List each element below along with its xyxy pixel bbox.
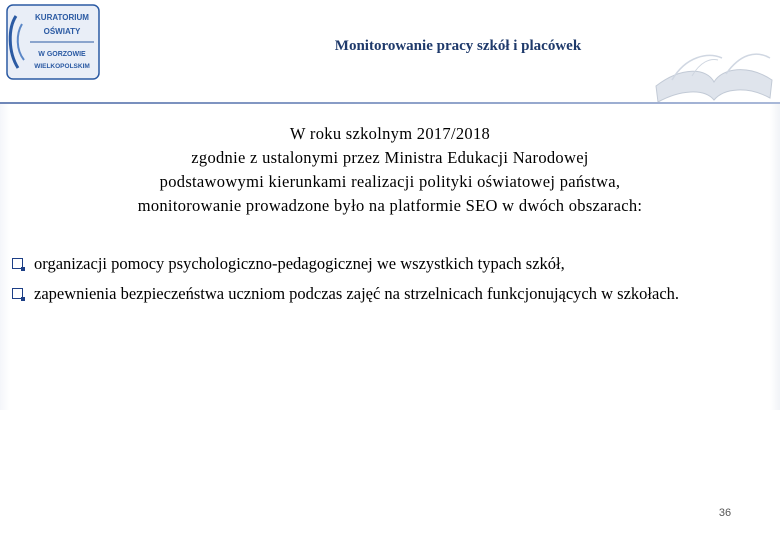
logo-line4: WIELKOPOLSKIM <box>34 63 90 70</box>
intro-line: podstawowymi kierunkami realizacji polityki oświatowej państwa, <box>159 172 621 191</box>
bullet-list <box>12 252 752 312</box>
checkbox-bullet-icon <box>12 258 23 269</box>
logo-line2: OŚWIATY <box>43 27 81 36</box>
intro-line: monitorowanie prowadzone było na platformie SEO w dwóch obszarach: <box>137 196 643 215</box>
bullet-text: organizacji pomocy psychologiczno-pedagogicznej we wszystkich typach szkół, <box>34 254 565 273</box>
checkbox-bullet-icon <box>12 288 23 299</box>
open-book-icon <box>652 46 776 108</box>
slide-title: Monitorowanie pracy szkół i placówek <box>334 38 582 54</box>
page-number: 36 <box>718 507 732 519</box>
bullet-text: zapewnienia bezpieczeństwa uczniom podczas zajęć na strzelnicach funkcjonujących w szkołach. <box>34 284 680 303</box>
logo-line1: KURATORIUM <box>35 13 89 22</box>
intro-text <box>40 122 740 218</box>
slide-header <box>0 0 780 104</box>
bullet-item <box>12 282 752 306</box>
intro-line: W roku szkolnym 2017/2018 <box>289 124 491 143</box>
intro-line: zgodnie z ustalonymi przez Ministra Edukacji Narodowej <box>191 148 589 167</box>
bullet-item <box>12 252 752 276</box>
logo-line3: W GORZOWIE <box>38 51 86 58</box>
